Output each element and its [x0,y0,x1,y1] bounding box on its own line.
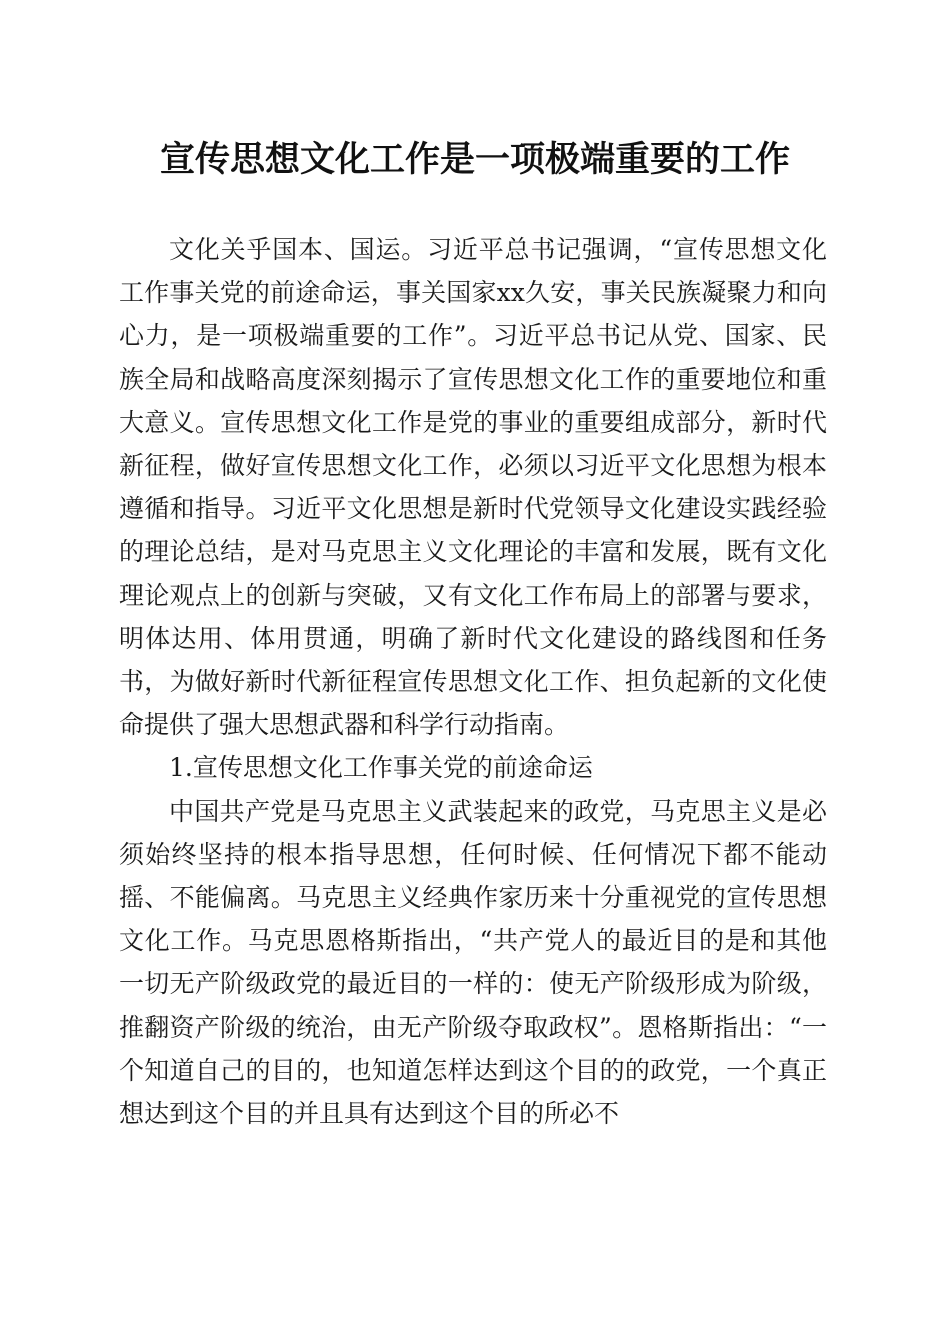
document-title: 宣传思想文化工作是一项极端重要的工作 [159,139,790,180]
intro-paragraph: 文化关乎国本、国运。习近平总书记强调，“宣传思想文化工作事关党的前途命运，事关国家xx久安，事关民族凝聚力和向心力，是一项极端重要的工作”。习近平总书记从党、国家、民族全局和战略高度深刻揭示了宣传思想文化工作的重要地位和重大意义。宣传思想文化工作是党的事业的重要组成部分，新时代新征程，做好宣传思想文化工作，必须以习近平文化思想为根本遵循和指导。习近平文化思想是新时代党领导文化建设实践经验的理论总结，是对马克思主义文化理论的丰富和发展，既有文化理论观点上的创新与突破，又有文化工作布局上的部署与要求，明体达用、体用贯通，明确了新时代文化建设的路线图和任务书，为做好新时代新征程宣传思想文化工作、担负起新的文化使命提供了强大思想武器和科学行动指南。 [119,235,827,740]
section-heading: 1.宣传思想文化工作事关党的前途命运 [169,753,593,783]
document-body [119,228,827,1135]
section-paragraph: 中国共产党是马克思主义武装起来的政党，马克思主义是必须始终坚持的根本指导思想，任何时候、任何情况下都不能动摇、不能偏离。马克思主义经典作家历来十分重视党的宣传思想文化工作。马克思恩格斯指出，“共产党人的最近目的是和其他一切无产阶级政党的最近目的一样的：使无产阶级形成为阶级，推翻资产阶级的统治，由无产阶级夺取政权”。恩格斯指出：“一个知道自己的目的，也知道怎样达到这个目的的政党，一个真正想达到这个目的并且具有达到这个目的所必不 [119,796,827,1129]
